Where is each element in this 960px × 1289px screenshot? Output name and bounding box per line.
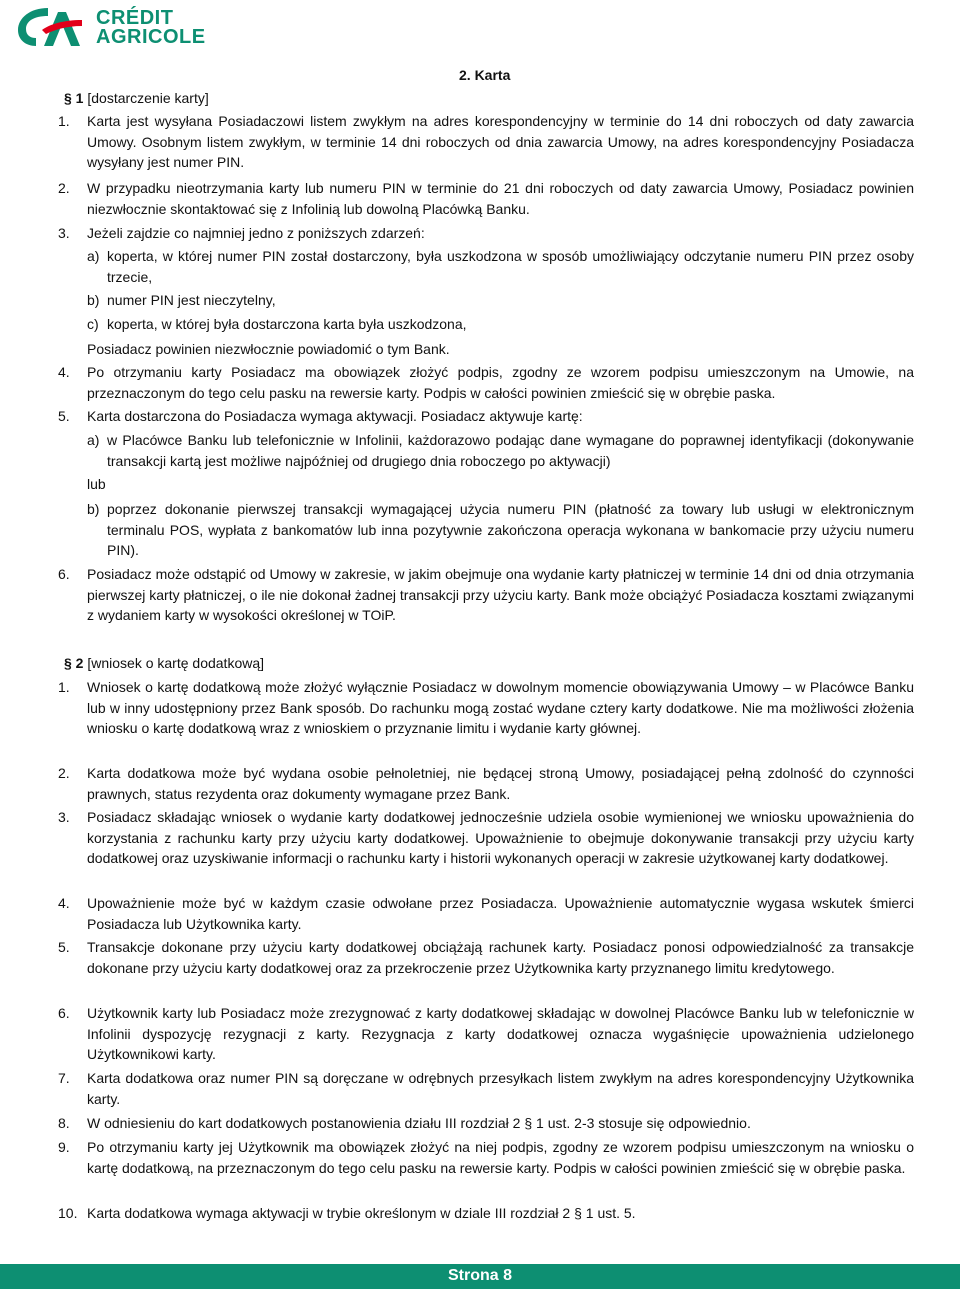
item-number: 6. — [58, 566, 70, 582]
item-text: Po otrzymaniu karty jej Użytkownik ma obowiązek złożyć na niej podpis, zgodny ze wzorem podpisu umieszczonym na wniosku o kartę dodatkową, na przeznaczonym do tego celu pasku na rewersie karty. Podpis w całości powinien zmieścić się w obrębie paska. — [87, 1139, 914, 1176]
credit-agricole-logo-mark — [14, 4, 84, 48]
item-number: 6. — [58, 1005, 70, 1021]
sub-letter: a) — [87, 248, 100, 264]
p1-item-6 — [58, 564, 914, 626]
brand-line-2: AGRICOLE — [96, 26, 206, 48]
p1-item-5-or: lub — [87, 476, 106, 492]
item-number: 8. — [58, 1115, 70, 1131]
sub-letter: b) — [87, 292, 100, 308]
p2-item-7 — [58, 1068, 914, 1109]
sub-text: koperta, w której była dostarczona karta była uszkodzona, — [107, 316, 467, 332]
item-text: Jeżeli zajdzie co najmniej jedno z poniższych zdarzeń: — [87, 225, 425, 241]
item-number: 4. — [58, 364, 70, 380]
item-text: Karta dodatkowa może być wydana osobie pełnoletniej, nie będącej stroną Umowy, posiadającej pełną zdolność do czynności prawnych, status rezydenta oraz dokumenty wymagane przez Bank. — [87, 765, 914, 802]
p1-item-3-sub-c — [87, 314, 914, 335]
p2-item-9 — [58, 1137, 914, 1178]
item-number: 4. — [58, 895, 70, 911]
item-text: Karta dodatkowa wymaga aktywacji w trybie określonym w dziale III rozdział 2 § 1 ust. 5. — [87, 1205, 636, 1221]
item-number: 5. — [58, 939, 70, 955]
item-text: Karta dostarczona do Posiadacza wymaga aktywacji. Posiadacz aktywuje kartę: — [87, 408, 583, 424]
item-text: Karta jest wysyłana Posiadaczowi listem zwykłym na adres korespondencyjny w terminie do 14 dni roboczych od daty zawarcia Umowy. Osobnym listem zwykłym, w terminie 14 dni roboczych od dnia zawarcia Umowy, na adres korespondencyjny Posiadacza wysyłany jest numer PIN. — [87, 113, 914, 170]
p1-item-4 — [58, 362, 914, 403]
sub-text: koperta, w której numer PIN został dostarczony, była uszkodzona w sposób umożliwiający odczytanie numeru PIN przez osoby trzecie, — [107, 248, 914, 285]
p1-item-5 — [58, 406, 914, 427]
p2-item-6 — [58, 1003, 914, 1065]
paragraph-1-title: [dostarczenie karty] — [87, 90, 209, 106]
sub-letter: b) — [87, 501, 100, 517]
p2-item-1 — [58, 677, 914, 739]
section-title: 2. Karta — [459, 67, 511, 83]
item-text: Po otrzymaniu karty Posiadacz ma obowiązek złożyć podpis, zgodny ze wzorem podpisu umieszczonym na Umowie, na przeznaczonym do tego celu pasku na rewersie karty. Podpis w całości powinien zmieścić się w obrębie paska. — [87, 364, 914, 401]
paragraph-1-heading — [64, 88, 914, 108]
paragraph-2-title: [wniosek o kartę dodatkową] — [87, 655, 265, 671]
item-number: 9. — [58, 1139, 70, 1155]
item-number: 5. — [58, 408, 70, 424]
p1-item-2 — [58, 178, 914, 219]
sub-text: numer PIN jest nieczytelny, — [107, 292, 276, 308]
item-number: 2. — [58, 765, 70, 781]
p2-item-4 — [58, 893, 914, 934]
item-number: 2. — [58, 180, 70, 196]
item-text: Posiadacz może odstąpić od Umowy w zakresie, w jakim obejmuje ona wydanie karty płatniczej w terminie 14 dni od dnia otrzymania pierwszej karty płatniczej, o ile nie dokonał żadnej transakcji przy użyciu karty. Bank może obciążyć Posiadacza kosztami związanymi z wydaniem karty w wysokości określonej w TOiP. — [87, 566, 914, 623]
item-text: Wniosek o kartę dodatkową może złożyć wyłącznie Posiadacz w dowolnym momencie obowiązywania Umowy – w Placówce Banku lub w inny udostępniony przez Bank sposób. Do rachunku mogą zostać wydane cztery karty dodatkowe. Nie ma możliwości złożenia wniosku o kartę dodatkową wraz z wnioskiem o przyznanie limitu i wydanie karty głównej. — [87, 679, 914, 736]
credit-agricole-logo — [14, 4, 224, 50]
item-text: Karta dodatkowa oraz numer PIN są doręczane w odrębnych przesyłkach listem zwykłym na adres korespondencyjny Użytkownika karty. — [87, 1070, 914, 1107]
item-number: 10. — [58, 1205, 78, 1221]
item-text: Upoważnienie może być w każdym czasie odwołane przez Posiadacza. Upoważnienie automatycznie wygasa wskutek śmierci Posiadacza lub Użytkownika karty. — [87, 895, 914, 932]
paragraph-2-number: § 2 — [64, 655, 84, 671]
footer-bar — [0, 1264, 960, 1289]
p1-item-3-sub-b — [87, 290, 914, 311]
p1-item-3-sub-a — [87, 246, 914, 287]
brand-name — [96, 9, 206, 47]
p1-item-3 — [58, 223, 914, 244]
p2-item-2 — [58, 763, 914, 804]
p1-item-3-tail: Posiadacz powinien niezwłocznie powiadomić o tym Bank. — [87, 341, 450, 357]
item-text: W przypadku nieotrzymania karty lub numeru PIN w terminie do 21 dni roboczych od daty zawarcia Umowy, Posiadacz powinien niezwłocznie skontaktować się z Infolinią lub dowolną Placówką Banku. — [87, 180, 914, 217]
p1-item-5-sub-a — [87, 430, 914, 471]
p2-item-10 — [58, 1203, 914, 1224]
item-text: Posiadacz składając wniosek o wydanie karty dodatkowej jednocześnie udziela osobie wymienionej we wniosku upoważnienia do korzystania z rachunku karty przy użyciu karty dodatkowej. Upoważnienie to obejmuje dokonywanie transakcji przy użyciu karty dodatkowej oraz uzyskiwanie informacji o rachunku karty i historii wykonanych operacji w zakresie użytkowanej karty dodatkowej. — [87, 809, 914, 866]
sub-letter: c) — [87, 316, 99, 332]
p2-item-8 — [58, 1113, 914, 1134]
item-number: 1. — [58, 113, 70, 129]
item-number: 3. — [58, 809, 70, 825]
brand-line-1: CRÉDIT — [96, 7, 174, 29]
sub-letter: a) — [87, 432, 100, 448]
p2-item-5 — [58, 937, 914, 978]
item-number: 1. — [58, 679, 70, 695]
item-text: W odniesieniu do kart dodatkowych postanowienia działu III rozdział 2 § 1 ust. 2-3 stosuje się odpowiednio. — [87, 1115, 751, 1131]
sub-text: poprzez dokonanie pierwszej transakcji wymagającej użycia numeru PIN (płatność za towary lub usługi w elektronicznym terminalu POS, wypłata z bankomatów lub inna pozytywnie zakończona operacja wykonana w bankomacie przy użyciu numeru PIN). — [107, 501, 914, 558]
item-text: Transakcje dokonane przy użyciu karty dodatkowej obciążają rachunek karty. Posiadacz ponosi odpowiedzialność za transakcje dokonane przy użyciu karty dodatkowej oraz za przekroczenie przez Użytkownika karty przyznanego limitu kredytowego. — [87, 939, 914, 976]
page-number: Strona 8 — [447, 1267, 512, 1284]
p2-item-3 — [58, 807, 914, 869]
paragraph-1-number: § 1 — [64, 90, 84, 106]
item-text: Użytkownik karty lub Posiadacz może zrezygnować z karty dodatkowej składając w dowolnej Placówce Banku lub w telefonicznie w Infolinii dyspozycję rezygnacji z karty. Rezygnacja z karty dodatkowej oznacza wygaśnięcie upoważnienia udzielonego Użytkownikowi karty. — [87, 1005, 914, 1062]
sub-text: w Placówce Banku lub telefonicznie w Infolinii, każdorazowo podając dane wymagane do poprawnej identyfikacji (dokonywanie transakcji kartą jest możliwe najpóźniej od drugiego dnia roboczego po aktywacji) — [107, 432, 914, 469]
item-number: 7. — [58, 1070, 70, 1086]
p1-item-5-sub-b — [87, 499, 914, 561]
paragraph-2-heading — [64, 653, 914, 673]
item-number: 3. — [58, 225, 70, 241]
p1-item-1 — [58, 111, 914, 173]
